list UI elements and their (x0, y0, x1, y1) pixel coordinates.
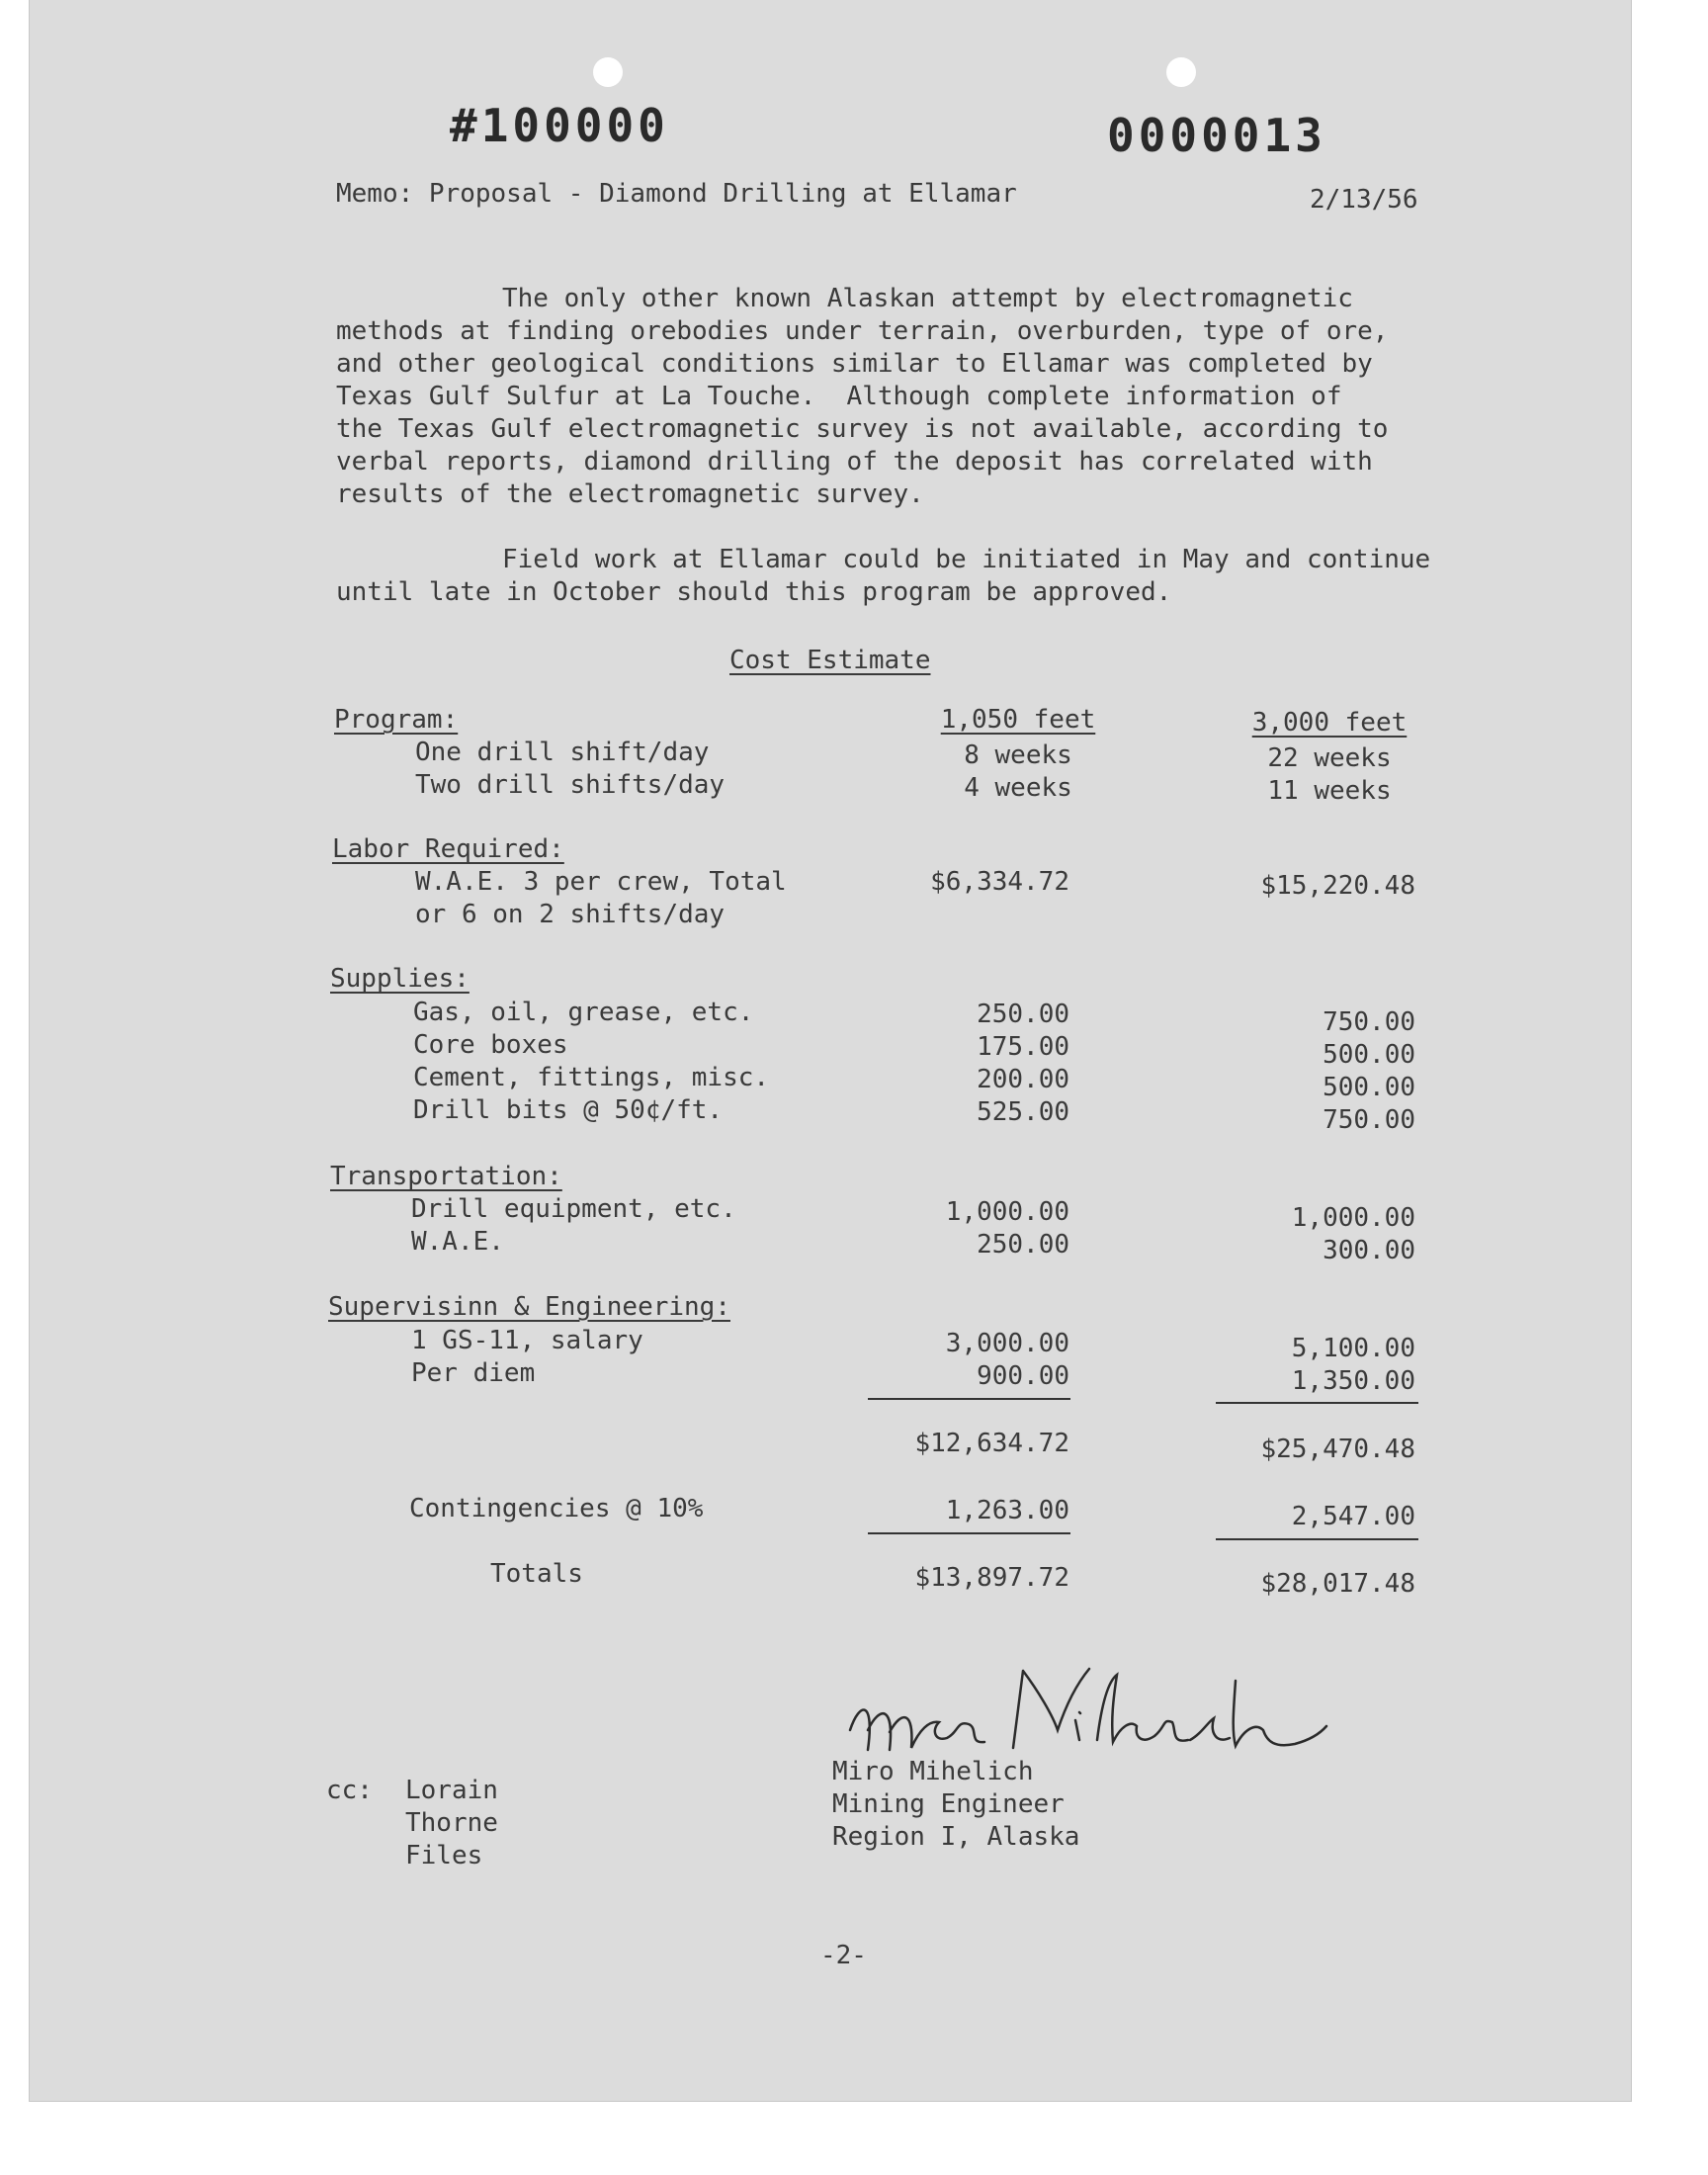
cc-name: Lorain (405, 1776, 498, 1805)
stamp-left: #100000 (450, 99, 669, 152)
supplies-item-label: Drill bits @ 50¢/ft. (413, 1095, 724, 1125)
subtotal-col1: $12,634.72 (914, 1429, 1069, 1458)
supplies-item-label: Cement, fittings, misc. (413, 1063, 770, 1092)
transport-item-col2: 300.00 (1323, 1236, 1415, 1265)
stamp-right: 0000013 (1107, 109, 1326, 162)
supervision-item-col2: 5,100.00 (1291, 1334, 1415, 1363)
subtotal-col2: $25,470.48 (1260, 1435, 1415, 1464)
supervision-item-col1: 3,000.00 (945, 1329, 1069, 1358)
supplies-item-label: Core boxes (413, 1030, 568, 1060)
signer-name: Miro Mihelich (832, 1757, 1034, 1786)
subtotal-rule-col1 (868, 1398, 1070, 1400)
transport-item-col1: 1,000.00 (945, 1197, 1069, 1227)
punch-hole (1166, 57, 1196, 87)
total-rule-col1 (868, 1532, 1070, 1534)
totals-label: Totals (490, 1559, 583, 1589)
supervision-item-col2: 1,350.00 (1291, 1366, 1415, 1396)
cc-name: Files (405, 1841, 483, 1870)
supplies-item-col2: 500.00 (1323, 1073, 1415, 1102)
transport-item-col1: 250.00 (977, 1230, 1069, 1260)
memo-title: Memo: Proposal - Diamond Drilling at Ellamar (336, 179, 1017, 209)
paragraph-2-line: until late in October should this program be approved. (336, 577, 1172, 607)
supplies-item-col2: 500.00 (1323, 1040, 1415, 1070)
one-shift-label: One drill shift/day (415, 738, 710, 767)
supplies-item-col1: 200.00 (977, 1065, 1069, 1094)
paragraph-1-line: The only other known Alaskan attempt by electromagnetic (502, 284, 1353, 313)
page-number: -2- (820, 1941, 867, 1970)
totals-col2: $28,017.48 (1260, 1569, 1415, 1599)
signer-region: Region I, Alaska (832, 1822, 1080, 1852)
contingencies-col2: 2,547.00 (1291, 1502, 1415, 1531)
transport-item-label: Drill equipment, etc. (411, 1194, 736, 1224)
one-shift-col2: 22 weeks (1267, 743, 1392, 773)
labor-col1: $6,334.72 (930, 867, 1069, 897)
supplies-item-col2: 750.00 (1323, 1007, 1415, 1037)
totals-col1: $13,897.72 (914, 1563, 1069, 1593)
contingencies-col1: 1,263.00 (945, 1496, 1069, 1525)
paragraph-2-line: Field work at Ellamar could be initiated in May and continue (502, 545, 1431, 574)
document-page (30, 0, 1631, 2101)
supplies-heading: Supplies: (330, 964, 470, 994)
labor-line-1: W.A.E. 3 per crew, Total (415, 867, 787, 897)
supplies-item-col1: 175.00 (977, 1032, 1069, 1062)
transport-item-label: W.A.E. (411, 1227, 504, 1257)
cc-name: Thorne (405, 1808, 498, 1838)
punch-hole (593, 57, 623, 87)
contingencies-label: Contingencies @ 10% (409, 1494, 704, 1523)
subtotal-rule-col2 (1216, 1402, 1418, 1404)
labor-heading: Labor Required: (332, 834, 564, 864)
cost-estimate-title: Cost Estimate (729, 646, 931, 675)
supplies-item-col2: 750.00 (1323, 1105, 1415, 1135)
supplies-item-col1: 250.00 (977, 1000, 1069, 1029)
paragraph-1-line: methods at finding orebodies under terrain, overburden, type of ore, (336, 316, 1389, 346)
two-shift-label: Two drill shifts/day (415, 770, 726, 800)
paragraph-1-line: and other geological conditions similar to Ellamar was completed by (336, 349, 1373, 379)
one-shift-col1: 8 weeks (964, 740, 1072, 770)
paragraph-1-line: verbal reports, diamond drilling of the deposit has correlated with (336, 447, 1373, 477)
paragraph-1-line: Texas Gulf Sulfur at La Touche. Although complete information of (336, 382, 1342, 411)
paragraph-1-line: the Texas Gulf electromagnetic survey is not available, according to (336, 414, 1389, 444)
signer-title: Mining Engineer (832, 1789, 1065, 1819)
paragraph-1-line: results of the electromagnetic survey. (336, 479, 924, 509)
column-1-heading: 1,050 feet (940, 705, 1096, 735)
supplies-item-col1: 525.00 (977, 1097, 1069, 1127)
memo-date: 2/13/56 (1310, 185, 1418, 215)
two-shift-col1: 4 weeks (964, 773, 1072, 803)
transportation-heading: Transportation: (330, 1162, 562, 1191)
labor-col2: $15,220.48 (1260, 871, 1415, 901)
labor-line-2: or 6 on 2 shifts/day (415, 900, 726, 929)
two-shift-col2: 11 weeks (1267, 776, 1392, 806)
supervision-item-col1: 900.00 (977, 1361, 1069, 1391)
cc-label: cc: (326, 1776, 373, 1805)
program-heading: Program: (334, 705, 459, 735)
column-2-heading: 3,000 feet (1251, 708, 1408, 738)
supervision-item-label: 1 GS-11, salary (411, 1326, 643, 1355)
supplies-item-label: Gas, oil, grease, etc. (413, 998, 754, 1027)
supervision-item-label: Per diem (411, 1358, 536, 1388)
handwritten-signature (820, 1661, 1334, 1770)
transport-item-col2: 1,000.00 (1291, 1203, 1415, 1233)
total-rule-col2 (1216, 1538, 1418, 1540)
supervision-heading: Supervisinn & Engineering: (328, 1292, 730, 1322)
